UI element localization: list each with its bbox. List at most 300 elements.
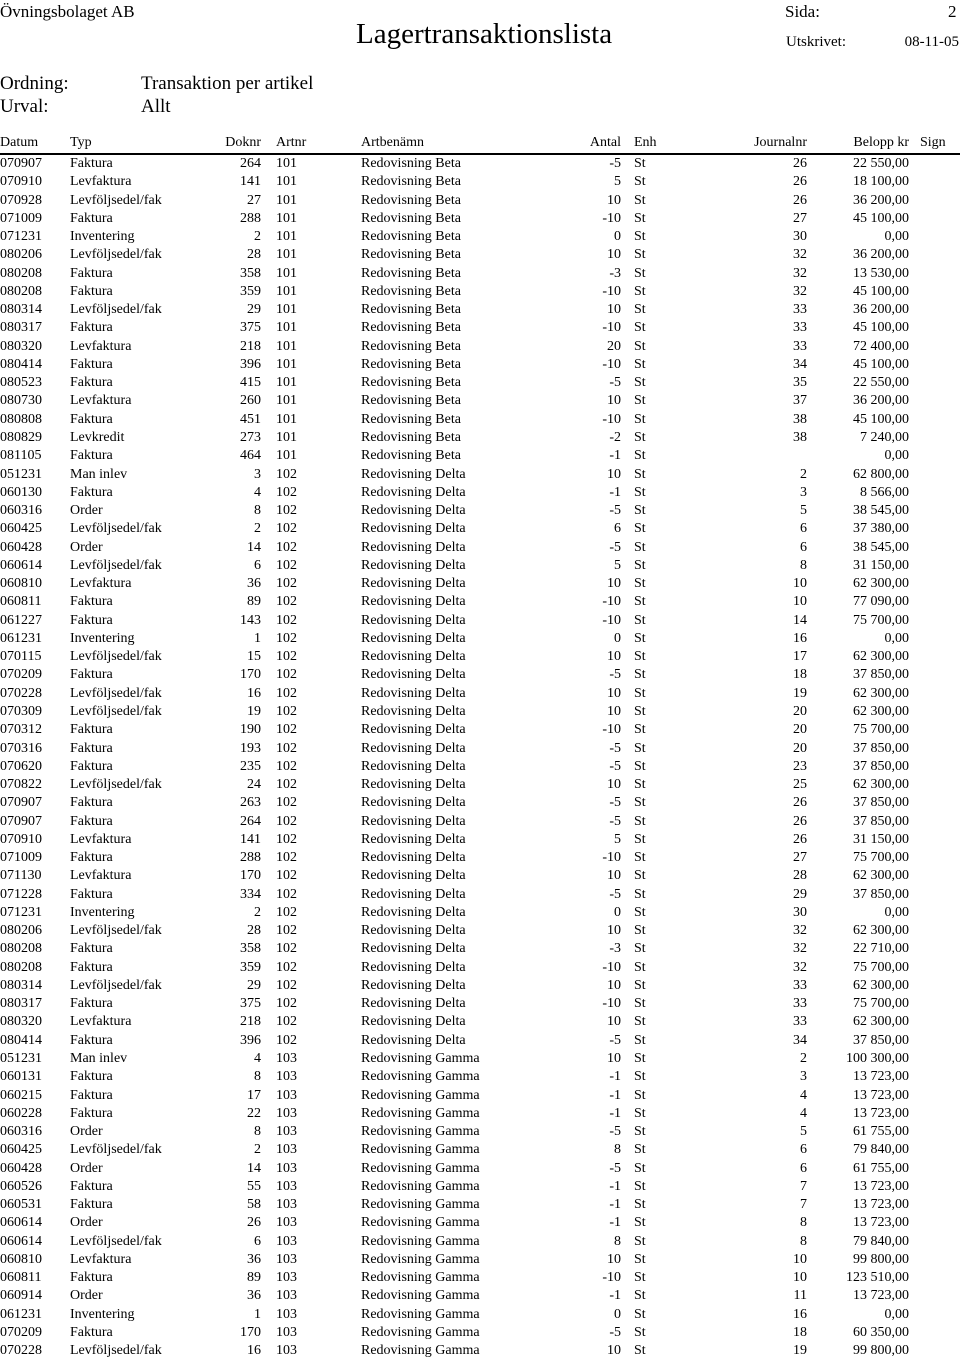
cell-artnr: 101 — [276, 320, 297, 336]
cell-antal: 6 — [614, 521, 621, 537]
cell-journalnr: 35 — [793, 375, 807, 391]
cell-artnr: 101 — [276, 156, 297, 171]
table-row — [0, 1122, 960, 1140]
cell-typ: Faktura — [70, 850, 113, 866]
cell-artnr: 102 — [276, 576, 297, 592]
cell-datum: 081105 — [0, 448, 42, 464]
cell-belopp: 62 300,00 — [853, 703, 909, 719]
cell-datum: 080414 — [0, 1032, 42, 1048]
cell-doknr: 375 — [240, 996, 261, 1012]
cell-artnr: 102 — [276, 941, 297, 957]
cell-datum: 080208 — [0, 265, 42, 281]
cell-antal: 10 — [607, 576, 621, 592]
cell-artbenamn: Redovisning Beta — [361, 375, 461, 391]
cell-belopp: 38 545,00 — [853, 539, 909, 555]
cell-enh: St — [634, 229, 646, 245]
table-row — [0, 1195, 960, 1213]
cell-enh: St — [634, 174, 646, 190]
cell-doknr: 218 — [240, 338, 261, 354]
cell-doknr: 58 — [247, 1197, 261, 1213]
cell-typ: Levfaktura — [70, 1014, 132, 1030]
cell-datum: 070907 — [0, 795, 42, 811]
cell-journalnr: 19 — [793, 685, 807, 701]
cell-journalnr: 20 — [793, 740, 807, 756]
cell-belopp: 7 240,00 — [860, 429, 909, 445]
cell-artnr: 101 — [276, 356, 297, 372]
cell-antal: -5 — [609, 156, 621, 171]
cell-artbenamn: Redovisning Delta — [361, 850, 466, 866]
cell-artnr: 101 — [276, 210, 297, 226]
cell-datum: 070907 — [0, 156, 42, 171]
cell-typ: Levföljsedel/fak — [70, 923, 162, 939]
cell-antal: 10 — [607, 393, 621, 409]
cell-doknr: 8 — [254, 503, 261, 519]
cell-doknr: 2 — [254, 1142, 261, 1158]
cell-typ: Faktura — [70, 484, 113, 500]
cell-artbenamn: Redovisning Gamma — [361, 1160, 480, 1176]
cell-enh: St — [634, 466, 646, 482]
cell-antal: 10 — [607, 777, 621, 793]
cell-artbenamn: Redovisning Delta — [361, 996, 466, 1012]
cell-artnr: 102 — [276, 996, 297, 1012]
cell-belopp: 62 300,00 — [853, 649, 909, 665]
cell-artnr: 101 — [276, 229, 297, 245]
cell-belopp: 13 723,00 — [853, 1178, 909, 1194]
cell-enh: St — [634, 868, 646, 884]
page-label: Sida: — [785, 2, 820, 21]
table-row — [0, 1323, 960, 1341]
cell-datum: 070309 — [0, 703, 42, 719]
cell-typ: Faktura — [70, 1069, 113, 1085]
cell-journalnr: 27 — [793, 850, 807, 866]
cell-artnr: 103 — [276, 1160, 297, 1176]
cell-enh: St — [634, 338, 646, 354]
cell-artbenamn: Redovisning Gamma — [361, 1069, 480, 1085]
cell-belopp: 62 300,00 — [853, 868, 909, 884]
cell-typ: Faktura — [70, 1270, 113, 1286]
cell-journalnr: 6 — [800, 539, 807, 555]
cell-artnr: 103 — [276, 1178, 297, 1194]
cell-enh: St — [634, 557, 646, 573]
cell-doknr: 29 — [247, 977, 261, 993]
cell-antal: -10 — [602, 850, 621, 866]
cell-artbenamn: Redovisning Beta — [361, 156, 461, 171]
column-header-artbenamn: Artbenämn — [361, 135, 424, 150]
cell-journalnr: 38 — [793, 411, 807, 427]
cell-datum: 071009 — [0, 210, 42, 226]
cell-journalnr: 17 — [793, 649, 807, 665]
cell-enh: St — [634, 1343, 646, 1359]
cell-belopp: 62 300,00 — [853, 576, 909, 592]
cell-enh: St — [634, 1087, 646, 1103]
column-header-sign: Sign — [920, 135, 946, 150]
cell-typ: Levföljsedel/fak — [70, 557, 162, 573]
cell-artnr: 102 — [276, 777, 297, 793]
table-row — [0, 1232, 960, 1250]
cell-enh: St — [634, 795, 646, 811]
cell-typ: Faktura — [70, 283, 113, 299]
cell-datum: 080208 — [0, 959, 42, 975]
cell-journalnr: 10 — [793, 1270, 807, 1286]
cell-artnr: 102 — [276, 594, 297, 610]
cell-belopp: 37 850,00 — [853, 740, 909, 756]
cell-antal: 10 — [607, 923, 621, 939]
cell-doknr: 36 — [247, 576, 261, 592]
cell-typ: Levföljsedel/fak — [70, 1343, 162, 1359]
cell-antal: 10 — [607, 649, 621, 665]
cell-enh: St — [634, 1215, 646, 1231]
table-row — [0, 958, 960, 976]
table-row — [0, 373, 960, 391]
cell-typ: Faktura — [70, 667, 113, 683]
cell-doknr: 19 — [247, 703, 261, 719]
cell-doknr: 36 — [247, 1288, 261, 1304]
table-row — [0, 519, 960, 537]
cell-typ: Levfaktura — [70, 576, 132, 592]
cell-artbenamn: Redovisning Gamma — [361, 1251, 480, 1267]
cell-belopp: 62 300,00 — [853, 977, 909, 993]
cell-artbenamn: Redovisning Delta — [361, 886, 466, 902]
cell-belopp: 72 400,00 — [853, 338, 909, 354]
cell-doknr: 2 — [254, 229, 261, 245]
cell-enh: St — [634, 1051, 646, 1067]
cell-doknr: 55 — [247, 1178, 261, 1194]
cell-antal: 10 — [607, 192, 621, 208]
cell-enh: St — [634, 192, 646, 208]
table-row — [0, 245, 960, 263]
cell-belopp: 45 100,00 — [853, 320, 909, 336]
cell-artbenamn: Redovisning Beta — [361, 338, 461, 354]
cell-belopp: 37 850,00 — [853, 758, 909, 774]
cell-artnr: 102 — [276, 630, 297, 646]
cell-belopp: 45 100,00 — [853, 411, 909, 427]
cell-doknr: 141 — [240, 831, 261, 847]
cell-enh: St — [634, 813, 646, 829]
cell-doknr: 2 — [254, 521, 261, 537]
table-row — [0, 1305, 960, 1323]
cell-datum: 070228 — [0, 685, 42, 701]
cell-belopp: 31 150,00 — [853, 831, 909, 847]
cell-doknr: 89 — [247, 594, 261, 610]
cell-datum: 060614 — [0, 1233, 42, 1249]
cell-datum: 080320 — [0, 338, 42, 354]
cell-datum: 060811 — [0, 1270, 42, 1286]
cell-journalnr: 8 — [800, 1233, 807, 1249]
cell-antal: 0 — [614, 1306, 621, 1322]
cell-belopp: 8 566,00 — [860, 484, 909, 500]
cell-enh: St — [634, 302, 646, 318]
cell-journalnr: 26 — [793, 174, 807, 190]
cell-typ: Levfaktura — [70, 393, 132, 409]
table-row — [0, 154, 960, 172]
cell-journalnr: 10 — [793, 576, 807, 592]
table-row — [0, 885, 960, 903]
report-title: Lagertransaktionslista — [356, 18, 613, 50]
cell-typ: Inventering — [70, 630, 135, 646]
cell-belopp: 36 200,00 — [853, 192, 909, 208]
cell-artbenamn: Redovisning Gamma — [361, 1270, 480, 1286]
cell-datum: 071009 — [0, 850, 42, 866]
cell-artnr: 103 — [276, 1069, 297, 1085]
cell-datum: 071228 — [0, 886, 42, 902]
cell-antal: -1 — [609, 1178, 621, 1194]
cell-journalnr: 19 — [793, 1343, 807, 1359]
cell-antal: -5 — [609, 375, 621, 391]
cell-datum: 060810 — [0, 576, 42, 592]
cell-belopp: 36 200,00 — [853, 393, 909, 409]
cell-artnr: 102 — [276, 886, 297, 902]
cell-artnr: 102 — [276, 904, 297, 920]
cell-typ: Levfaktura — [70, 831, 132, 847]
cell-belopp: 123 510,00 — [846, 1270, 909, 1286]
cell-belopp: 62 800,00 — [853, 466, 909, 482]
printed-label: Utskrivet: — [786, 34, 846, 50]
cell-antal: -5 — [609, 503, 621, 519]
table-row — [0, 1067, 960, 1085]
selection-value: Allt — [141, 96, 171, 117]
cell-artnr: 102 — [276, 923, 297, 939]
cell-antal: -1 — [609, 1197, 621, 1213]
cell-journalnr: 30 — [793, 229, 807, 245]
cell-artbenamn: Redovisning Delta — [361, 649, 466, 665]
cell-enh: St — [634, 1014, 646, 1030]
table-row — [0, 410, 960, 428]
cell-enh: St — [634, 1142, 646, 1158]
cell-belopp: 99 800,00 — [853, 1251, 909, 1267]
cell-doknr: 1 — [254, 630, 261, 646]
table-row — [0, 702, 960, 720]
cell-datum: 080317 — [0, 320, 42, 336]
cell-enh: St — [634, 758, 646, 774]
cell-typ: Faktura — [70, 795, 113, 811]
cell-antal: 10 — [607, 302, 621, 318]
column-header-datum: Datum — [0, 135, 39, 150]
cell-journalnr: 10 — [793, 594, 807, 610]
cell-journalnr: 16 — [793, 1306, 807, 1322]
cell-typ: Order — [70, 1160, 103, 1176]
cell-typ: Faktura — [70, 210, 113, 226]
cell-doknr: 464 — [240, 448, 261, 464]
cell-enh: St — [634, 850, 646, 866]
cell-artbenamn: Redovisning Beta — [361, 229, 461, 245]
cell-typ: Faktura — [70, 996, 113, 1012]
cell-journalnr: 7 — [800, 1178, 807, 1194]
cell-typ: Man inlev — [70, 466, 128, 482]
table-row — [0, 446, 960, 464]
cell-artnr: 102 — [276, 484, 297, 500]
cell-journalnr: 7 — [800, 1197, 807, 1213]
cell-enh: St — [634, 1288, 646, 1304]
table-row — [0, 428, 960, 446]
cell-belopp: 62 300,00 — [853, 685, 909, 701]
cell-enh: St — [634, 722, 646, 738]
table-row — [0, 209, 960, 227]
cell-datum: 061231 — [0, 1306, 42, 1322]
cell-enh: St — [634, 1124, 646, 1140]
column-header-typ: Typ — [70, 135, 92, 150]
cell-belopp: 36 200,00 — [853, 302, 909, 318]
cell-belopp: 22 550,00 — [853, 375, 909, 391]
table-header — [0, 133, 960, 155]
cell-artnr: 103 — [276, 1325, 297, 1340]
table-row — [0, 739, 960, 757]
cell-enh: St — [634, 210, 646, 226]
table-row — [0, 264, 960, 282]
cell-doknr: 26 — [247, 1215, 261, 1231]
table-row — [0, 1177, 960, 1195]
cell-doknr: 22 — [247, 1105, 261, 1121]
cell-artnr: 103 — [276, 1087, 297, 1103]
cell-artbenamn: Redovisning Beta — [361, 411, 461, 427]
cell-datum: 080829 — [0, 429, 42, 445]
cell-artnr: 101 — [276, 411, 297, 427]
cell-antal: -10 — [602, 612, 621, 628]
cell-doknr: 8 — [254, 1069, 261, 1085]
cell-journalnr: 3 — [800, 484, 807, 500]
cell-journalnr: 16 — [793, 630, 807, 646]
cell-artbenamn: Redovisning Delta — [361, 612, 466, 628]
cell-artbenamn: Redovisning Gamma — [361, 1051, 480, 1067]
cell-datum: 080414 — [0, 356, 42, 372]
cell-artbenamn: Redovisning Delta — [361, 777, 466, 793]
table-row — [0, 720, 960, 738]
cell-artbenamn: Redovisning Beta — [361, 320, 461, 336]
cell-artnr: 103 — [276, 1251, 297, 1267]
cell-journalnr: 26 — [793, 156, 807, 171]
cell-antal: 0 — [614, 229, 621, 245]
cell-belopp: 36 200,00 — [853, 247, 909, 263]
cell-artbenamn: Redovisning Delta — [361, 1032, 466, 1048]
table-row — [0, 757, 960, 775]
cell-enh: St — [634, 831, 646, 847]
cell-doknr: 4 — [254, 1051, 261, 1067]
table-row — [0, 465, 960, 483]
cell-journalnr: 11 — [793, 1288, 807, 1304]
cell-enh: St — [634, 484, 646, 500]
cell-journalnr: 26 — [793, 795, 807, 811]
cell-antal: -3 — [609, 941, 621, 957]
cell-enh: St — [634, 320, 646, 336]
cell-artnr: 101 — [276, 283, 297, 299]
cell-typ: Faktura — [70, 1032, 113, 1048]
cell-artbenamn: Redovisning Delta — [361, 576, 466, 592]
cell-belopp: 22 550,00 — [853, 156, 909, 171]
cell-enh: St — [634, 429, 646, 445]
cell-journalnr: 33 — [793, 338, 807, 354]
cell-datum: 080320 — [0, 1014, 42, 1030]
cell-belopp: 60 350,00 — [853, 1325, 909, 1340]
table-row — [0, 866, 960, 884]
cell-doknr: 15 — [247, 649, 261, 665]
cell-doknr: 190 — [240, 722, 261, 738]
cell-datum: 071231 — [0, 904, 42, 920]
cell-doknr: 16 — [247, 685, 261, 701]
cell-datum: 080730 — [0, 393, 42, 409]
cell-doknr: 235 — [240, 758, 261, 774]
cell-antal: 10 — [607, 1343, 621, 1359]
cell-datum: 070620 — [0, 758, 42, 774]
cell-antal: -5 — [609, 740, 621, 756]
cell-typ: Levföljsedel/fak — [70, 521, 162, 537]
table-row — [0, 629, 960, 647]
cell-artbenamn: Redovisning Gamma — [361, 1215, 480, 1231]
cell-antal: -5 — [609, 1124, 621, 1140]
cell-antal: -10 — [602, 320, 621, 336]
cell-artbenamn: Redovisning Delta — [361, 722, 466, 738]
cell-belopp: 75 700,00 — [853, 996, 909, 1012]
cell-antal: -3 — [609, 265, 621, 281]
cell-artnr: 103 — [276, 1343, 297, 1359]
order-label: Ordning: — [0, 73, 69, 94]
cell-enh: St — [634, 923, 646, 939]
cell-typ: Faktura — [70, 959, 113, 975]
cell-enh: St — [634, 1270, 646, 1286]
cell-artnr: 101 — [276, 429, 297, 445]
cell-doknr: 17 — [247, 1087, 261, 1103]
table-row — [0, 191, 960, 209]
cell-belopp: 13 723,00 — [853, 1105, 909, 1121]
cell-doknr: 6 — [254, 1233, 261, 1249]
cell-journalnr: 14 — [793, 612, 807, 628]
cell-artbenamn: Redovisning Delta — [361, 667, 466, 683]
cell-doknr: 36 — [247, 1251, 261, 1267]
cell-belopp: 62 300,00 — [853, 1014, 909, 1030]
cell-datum: 060810 — [0, 1251, 42, 1267]
cell-datum: 070910 — [0, 831, 42, 847]
cell-datum: 060531 — [0, 1197, 42, 1213]
table-row — [0, 355, 960, 373]
cell-antal: -10 — [602, 722, 621, 738]
cell-enh: St — [634, 1032, 646, 1048]
table-row — [0, 921, 960, 939]
table-row — [0, 611, 960, 629]
cell-artnr: 102 — [276, 740, 297, 756]
cell-artbenamn: Redovisning Gamma — [361, 1142, 480, 1158]
table-row — [0, 1213, 960, 1231]
table-row — [0, 1012, 960, 1030]
cell-journalnr: 6 — [800, 521, 807, 537]
cell-typ: Inventering — [70, 904, 135, 920]
cell-artbenamn: Redovisning Beta — [361, 448, 461, 464]
cell-enh: St — [634, 393, 646, 409]
cell-enh: St — [634, 1178, 646, 1194]
cell-doknr: 28 — [247, 923, 261, 939]
cell-journalnr: 5 — [800, 503, 807, 519]
cell-doknr: 358 — [240, 941, 261, 957]
cell-belopp: 45 100,00 — [853, 356, 909, 372]
cell-datum: 051231 — [0, 466, 42, 482]
cell-enh: St — [634, 941, 646, 957]
cell-artbenamn: Redovisning Delta — [361, 685, 466, 701]
cell-antal: -5 — [609, 813, 621, 829]
cell-artbenamn: Redovisning Delta — [361, 977, 466, 993]
cell-artbenamn: Redovisning Delta — [361, 594, 466, 610]
cell-antal: 10 — [607, 685, 621, 701]
cell-datum: 060428 — [0, 539, 42, 555]
cell-typ: Faktura — [70, 1325, 113, 1340]
cell-datum: 080523 — [0, 375, 42, 391]
cell-artnr: 102 — [276, 1014, 297, 1030]
table-row — [0, 483, 960, 501]
cell-typ: Faktura — [70, 1087, 113, 1103]
cell-artbenamn: Redovisning Delta — [361, 1014, 466, 1030]
cell-belopp: 37 850,00 — [853, 886, 909, 902]
cell-belopp: 62 300,00 — [853, 923, 909, 939]
cell-artbenamn: Redovisning Delta — [361, 703, 466, 719]
cell-typ: Levfaktura — [70, 868, 132, 884]
cell-journalnr: 20 — [793, 703, 807, 719]
column-header-artnr: Artnr — [276, 135, 307, 150]
